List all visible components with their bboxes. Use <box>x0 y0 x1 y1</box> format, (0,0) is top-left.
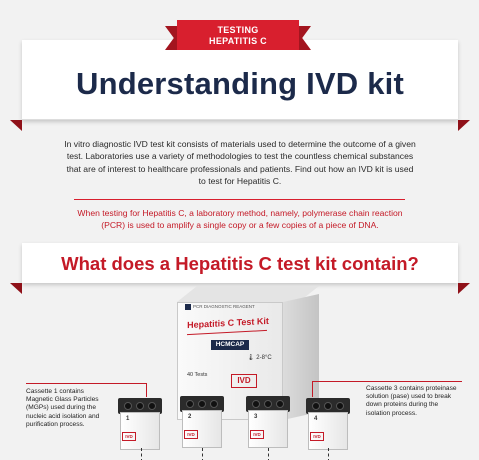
page-title: Understanding IVD kit <box>75 66 404 101</box>
red-divider <box>74 199 405 200</box>
section-heading: What does a Hepatitis C test kit contain? <box>61 253 419 274</box>
kit-name: Hepatitis C Test Kit <box>187 315 269 331</box>
banner-fold-right <box>458 120 470 131</box>
kit-ivd-label: IVD <box>231 374 257 388</box>
cassette-number: 1 <box>126 416 130 422</box>
question-banner <box>22 243 458 283</box>
cassette-ivd-label: IVD <box>310 432 324 441</box>
kit-test-count: 40 Tests <box>187 372 208 378</box>
ribbon-line-2: HEPATITIS C <box>209 36 267 46</box>
cassette-number: 3 <box>254 414 258 420</box>
kit-brand: PCR DIAGNOSTIC REAGENT <box>185 304 255 310</box>
cassette-ivd-label: IVD <box>250 430 264 439</box>
cassette-3 <box>246 396 290 448</box>
cassette-2 <box>180 396 224 448</box>
intro-paragraph: In vitro diagnostic IVD test kit consists of materials used to determine the outcome of a given test. Laboratories use a variety of methodologies to test the countless chemical substances that are of interest to healthcare professionals and patients. Find out how an IVD kit is used to test for Hepatitis C. <box>64 139 416 187</box>
kit-temperature: 🌡 2-8°C <box>247 355 272 361</box>
cassette-number: 4 <box>314 416 318 422</box>
cassette-ivd-label: IVD <box>184 430 198 439</box>
question-fold-right <box>458 283 470 294</box>
banner-fold-left <box>10 120 22 131</box>
thermometer-icon: 🌡 <box>247 355 255 361</box>
cassette-3-leader <box>312 381 462 382</box>
cassette-ivd-label: IVD <box>122 432 136 441</box>
cassette-1-leader <box>26 383 146 384</box>
ribbon-line-1: TESTING <box>217 25 259 35</box>
brand-logo-icon <box>185 304 191 310</box>
cassette-1 <box>118 398 162 450</box>
cassette-1-note: Cassette 1 contains Magnetic Glass Particles (MGPs) used during the nucleic acid isolation and purification process. <box>26 388 100 428</box>
kit-code: HCMCAP <box>211 340 249 350</box>
question-fold-left <box>10 283 22 294</box>
cassette-3-note: Cassette 3 contains proteinase solution (pase) used to break down proteins during the isolation process. <box>366 385 457 417</box>
cassette-number: 2 <box>188 414 192 420</box>
topic-ribbon <box>177 16 299 54</box>
cassette-4 <box>306 398 350 450</box>
pcr-paragraph: When testing for Hepatitis C, a laboratory method, namely, polymerase chain reaction (PCR) is used to amplify a single copy or a few copies of a piece of DNA. <box>77 208 403 231</box>
